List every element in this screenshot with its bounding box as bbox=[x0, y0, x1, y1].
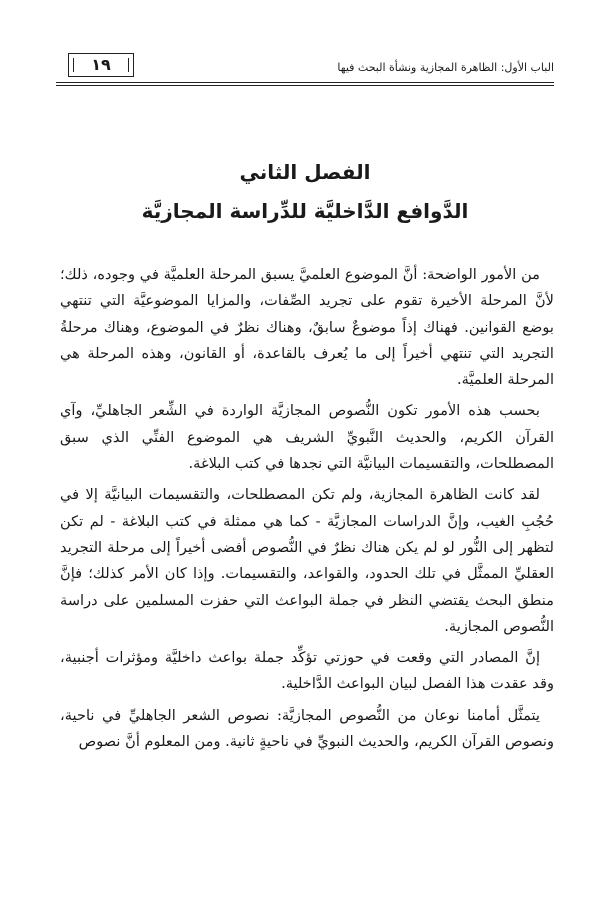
paragraph: يتمثَّل أمامنا نوعان من النُّصوص المجازيَّة: نصوص الشعر الجاهليِّ في ناحية، ونصوص القرآن الكريم، والحديث النبويِّ في ناحيةٍ ثانية. ومن المعلوم أنَّ نصوص bbox=[60, 706, 554, 751]
running-head: الباب الأول: الظاهرة المجازية ونشأة البحث فيها bbox=[337, 61, 554, 74]
paragraph: بحسب هذه الأمور تكون النُّصوص المجازيَّة الواردة في الشِّعر الجاهليِّ، وآي القرآن الكريم، والحديث النَّبويِّ الشريف هي الموضوع الفنِّي الذي سبق المصطلحات، والتقسيمات البيانيَّة التي نجدها في كتب البلاغة. bbox=[60, 402, 554, 473]
page-number: ١٩ bbox=[91, 55, 111, 74]
chapter-label: الفصل الثاني bbox=[239, 160, 371, 184]
paragraph: لقد كانت الظاهرة المجازية، ولم تكن المصطلحات، والتقسيمات البيانيَّة إلا في حُجُبِ الغيب، وإنَّ الدراسات المجازيَّة - كما هي ممثلة في كتب البلاغة - لم تكن لتظهر إلى النُّور لو لم يكن هناك نظرٌ في النُّصوص أفضى أخيراً إلى مرحلة التجريد العقليِّ الممثَّل في تلك الحدود، والقواعد، والتقسيمات. وإذا كان الأمر كذلك؛ فإنَّ منطق البحث يقتضي النظر في جملة البواعث التي حفزت المسلمين على دراسة النُّصوص المجازية. bbox=[60, 486, 554, 635]
header-rule bbox=[56, 82, 554, 83]
chapter-title: الدَّوافع الدَّاخليَّة للدِّراسة المجازيَّة bbox=[141, 199, 469, 223]
paragraph: إنَّ المصادر التي وقعت في حوزتي تؤكِّد جملة بواعث داخليَّة ومؤثرات أجنبية، وقد عقدت هذا الفصل لبيان البواعث الدَّاخلية. bbox=[60, 649, 554, 693]
header-rule-thin bbox=[56, 85, 554, 86]
page-number-frame bbox=[68, 53, 134, 77]
page-header bbox=[56, 47, 554, 87]
paragraph: من الأمور الواضحة: أنَّ الموضوع العلميَّ يسبق المرحلة العلميَّة في وجوده، ذلك؛ لأنَّ المرحلة الأخيرة تقوم على تجريد الصِّفات، والمزايا الموضوعيَّة التي تنتهي بوضع القوانين. فهناك إذاً موضوعٌ سابقٌ، وهناك نظرٌ في الموضوع، وهناك مرحلةُ التجريد التي تنتهي أخيراً إلى ما يُعرف بالقاعدة، أو القانون، وهذه المرحلة هي المرحلة العلميَّة. bbox=[60, 266, 554, 389]
body-text bbox=[60, 262, 554, 760]
